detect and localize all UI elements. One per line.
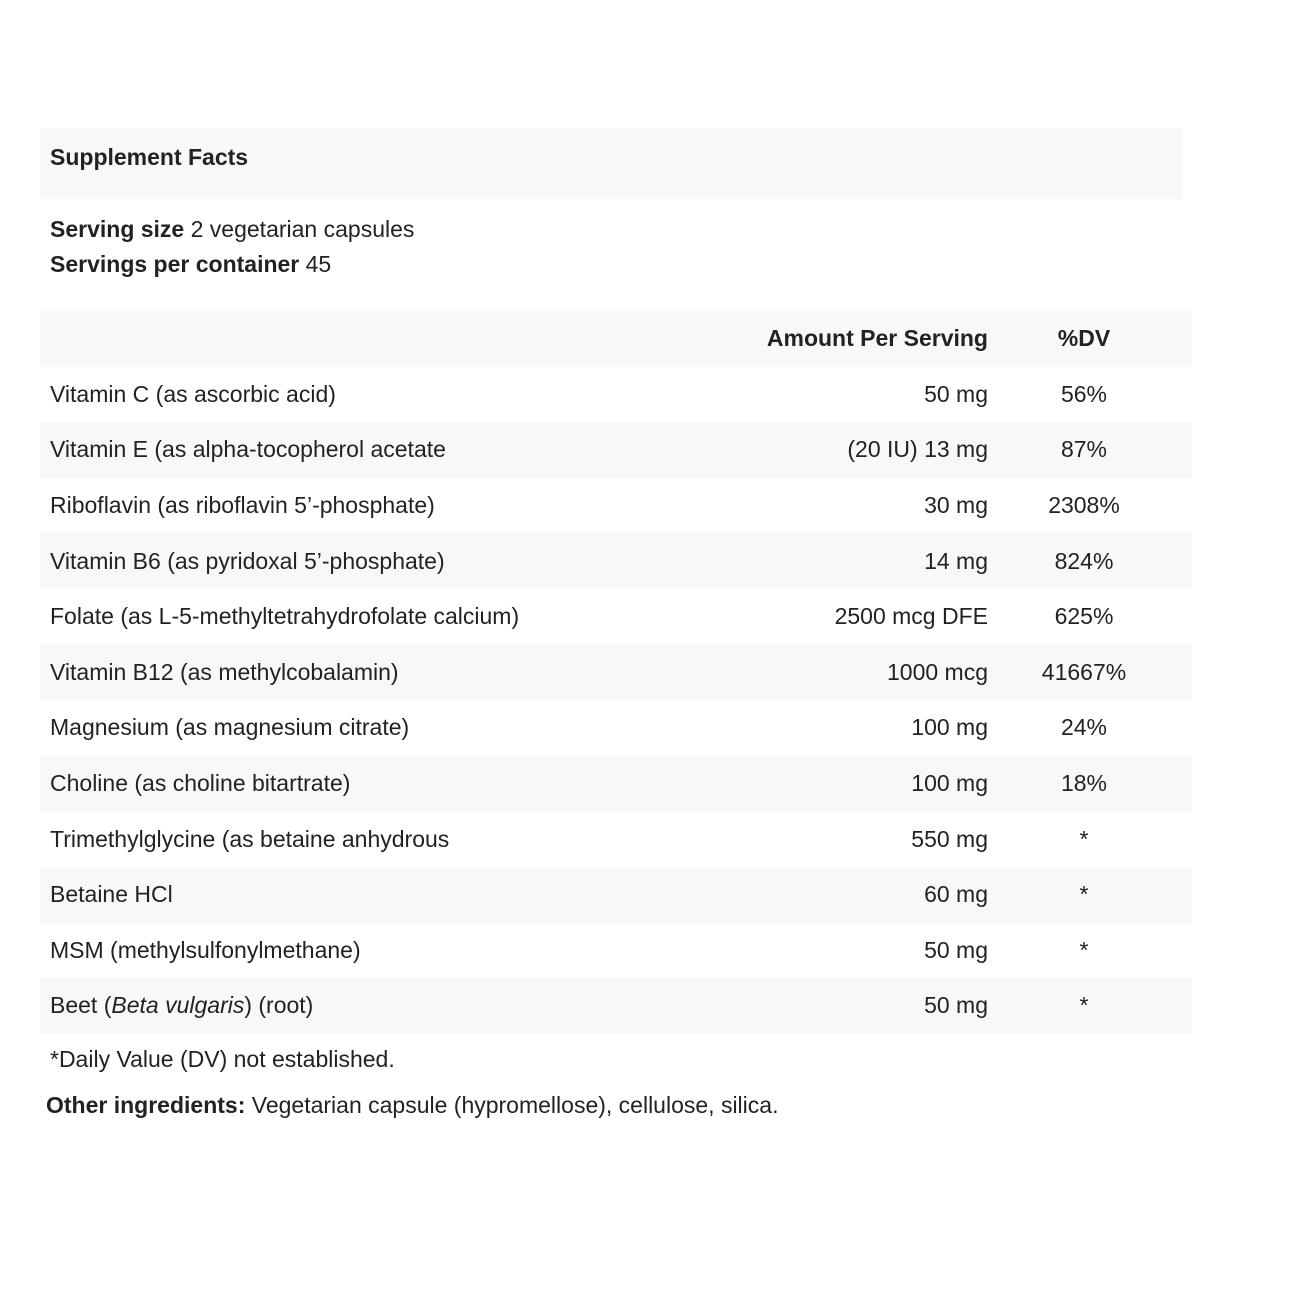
servings-per-container-label: Servings per container [50,251,300,277]
nutrient-amount: 60 mg [710,867,988,923]
nutrient-dv: 824% [988,533,1192,589]
table-row [40,700,1192,756]
nutrient-amount: 100 mg [710,756,988,812]
nutrient-name: Riboflavin (as riboflavin 5’-phosphate) [50,492,435,519]
botanical-name: Beta vulgaris [111,992,245,1019]
nutrient-amount: 2500 mcg DFE [834,603,988,630]
nutrient-name: Vitamin C (as ascorbic acid) [50,380,336,407]
servings-per-container-line [50,247,1182,282]
table-row [40,978,1192,1034]
other-ingredients [46,1092,778,1119]
nutrient-name: Folate (as L-5-methyltetrahydrofolate calcium) [50,603,520,630]
nutrient-dv: * [1079,936,1089,963]
table-row [40,811,1192,867]
nutrient-dv: 18% [988,756,1192,812]
nutrient-dv: 24% [1060,714,1108,741]
table-row [40,478,1192,534]
nutrient-dv: 56% [1060,380,1108,407]
table-row [40,923,1192,979]
nutrient-name: Betaine HCl [40,867,710,923]
supplement-facts-title [40,128,1182,199]
other-ingredients-label: Other ingredients: [46,1092,246,1118]
nutrient-name: Vitamin B12 (as methylcobalamin) [40,645,710,701]
nutrient-table [40,311,1192,1034]
nutrient-dv: 2308% [1048,492,1120,519]
nutrient-dv: * [988,867,1192,923]
nutrient-amount: (20 IU) 13 mg [710,422,988,478]
table-row [40,367,1192,423]
nutrient-name: Trimethylglycine (as betaine anhydrous [50,825,450,852]
table-row [40,422,1192,478]
nutrient-amount: 30 mg [924,492,988,519]
nutrient-dv: 625% [1054,603,1114,630]
supplement-facts-panel [40,128,1182,1034]
table-row [40,589,1192,645]
nutrient-amount: 14 mg [710,533,988,589]
nutrient-name: Choline (as choline bitartrate) [40,756,710,812]
nutrient-name: MSM (methylsulfonylmethane) [50,936,361,963]
servings-per-container-value: 45 [305,251,332,277]
nutrient-name: Magnesium (as magnesium citrate) [50,714,410,741]
nutrient-amount: 550 mg [911,825,988,852]
serving-size-value: 2 vegetarian capsules [190,216,415,242]
other-ingredients-value: Vegetarian capsule (hypromellose), cellulose, silica. [245,1092,779,1118]
nutrient-dv: 87% [988,422,1192,478]
nutrient-dv: * [988,978,1192,1034]
nutrient-amount: 50 mg [924,936,988,963]
table-row [40,645,1192,701]
nutrient-amount: 50 mg [924,380,988,407]
nutrient-amount: 50 mg [710,978,988,1034]
nutrient-amount: 1000 mcg [710,645,988,701]
nutrient-amount: 100 mg [911,714,988,741]
header-amount: Amount Per Serving [710,311,988,367]
nutrient-name: Vitamin E (as alpha-tocopherol acetate [40,422,710,478]
nutrient-dv: 41667% [988,645,1192,701]
table-row [40,867,1192,923]
panel-title: Supplement Facts [50,143,249,170]
serving-size-label: Serving size [50,216,185,242]
nutrient-name: Beet (Beta vulgaris) (root) [40,978,710,1034]
serving-size-line [50,212,1182,247]
table-header-row [40,311,1192,367]
dv-footnote: *Daily Value (DV) not established. [50,1046,395,1072]
table-row [40,533,1192,589]
header-nutrient [40,311,710,367]
table-row [40,756,1192,812]
header-dv: %DV [988,311,1192,367]
serving-info [40,199,1182,311]
nutrient-name: Vitamin B6 (as pyridoxal 5’-phosphate) [40,533,710,589]
nutrient-dv: * [1079,825,1089,852]
